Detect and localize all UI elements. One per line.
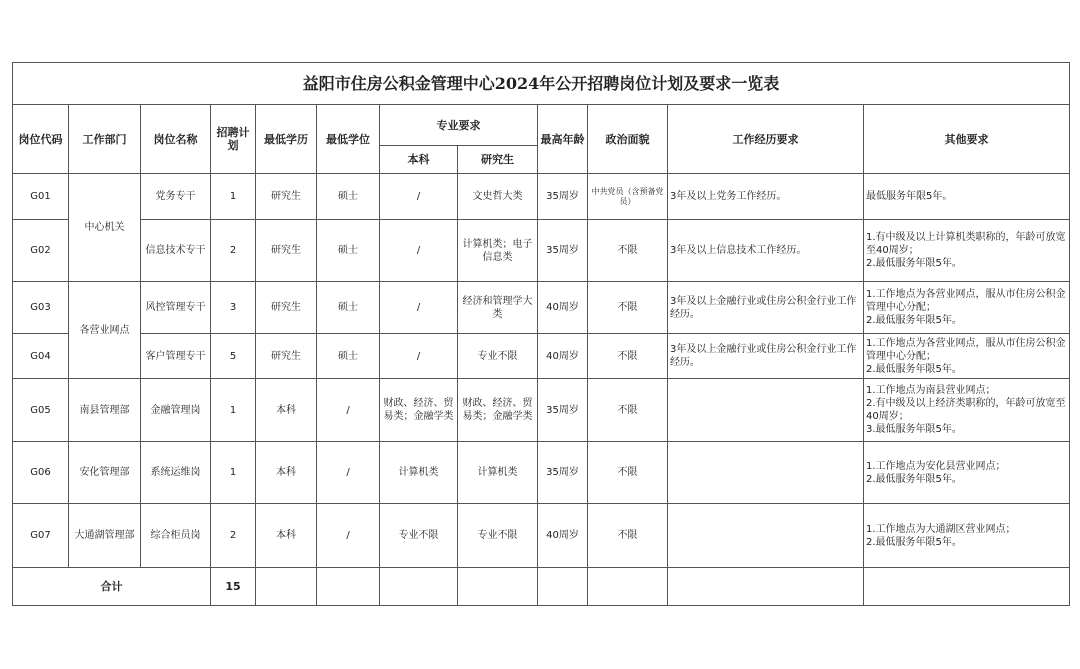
min-degree: 硕士 — [317, 282, 380, 334]
min-degree: 硕士 — [317, 220, 380, 282]
position-name: 综合柜员岗 — [141, 504, 211, 568]
hire-count: 2 — [211, 220, 256, 282]
political-status: 不限 — [588, 220, 668, 282]
major-bachelor: / — [380, 174, 458, 220]
min-degree: / — [317, 379, 380, 442]
min-education: 本科 — [256, 504, 317, 568]
table-row — [13, 334, 1070, 379]
min-education: 本科 — [256, 442, 317, 504]
major-bachelor: 专业不限 — [380, 504, 458, 568]
political-status: 不限 — [588, 282, 668, 334]
table-row — [13, 174, 1070, 220]
department: 安化管理部 — [69, 442, 141, 504]
hire-count: 1 — [211, 174, 256, 220]
min-education: 研究生 — [256, 334, 317, 379]
major-graduate: 计算机类 — [458, 442, 538, 504]
position-name: 客户管理专干 — [141, 334, 211, 379]
hire-count: 5 — [211, 334, 256, 379]
position-code: G06 — [13, 442, 69, 504]
major-bachelor: 计算机类 — [380, 442, 458, 504]
position-name: 风控管理专干 — [141, 282, 211, 334]
major-bachelor: / — [380, 220, 458, 282]
max-age: 35周岁 — [538, 174, 588, 220]
experience-requirement: 3年及以上金融行业或住房公积金行业工作经历。 — [668, 282, 864, 334]
header-bachelor: 本科 — [380, 146, 458, 174]
political-status: 不限 — [588, 334, 668, 379]
min-education: 本科 — [256, 379, 317, 442]
major-bachelor: / — [380, 282, 458, 334]
table-title: 益阳市住房公积金管理中心2024年公开招聘岗位计划及要求一览表 — [13, 63, 1070, 105]
position-code: G04 — [13, 334, 69, 379]
min-degree: 硕士 — [317, 174, 380, 220]
min-degree: 硕士 — [317, 334, 380, 379]
table-row — [13, 442, 1070, 504]
position-name: 金融管理岗 — [141, 379, 211, 442]
table-row — [13, 379, 1070, 442]
political-status: 不限 — [588, 442, 668, 504]
political-status: 不限 — [588, 504, 668, 568]
major-graduate: 计算机类；电子信息类 — [458, 220, 538, 282]
hire-count: 2 — [211, 504, 256, 568]
position-code: G05 — [13, 379, 69, 442]
min-degree: / — [317, 442, 380, 504]
max-age: 40周岁 — [538, 334, 588, 379]
experience-requirement: 3年及以上信息技术工作经历。 — [668, 220, 864, 282]
hire-count: 1 — [211, 379, 256, 442]
position-code: G03 — [13, 282, 69, 334]
department: 南县管理部 — [69, 379, 141, 442]
header-count: 招聘计划 — [211, 105, 256, 174]
major-graduate: 专业不限 — [458, 504, 538, 568]
major-graduate: 文史哲大类 — [458, 174, 538, 220]
experience-requirement — [668, 379, 864, 442]
total-count: 15 — [211, 568, 256, 606]
max-age: 35周岁 — [538, 442, 588, 504]
department: 中心机关 — [69, 174, 141, 282]
experience-requirement — [668, 442, 864, 504]
department: 各营业网点 — [69, 282, 141, 379]
experience-requirement: 3年及以上金融行业或住房公积金行业工作经历。 — [668, 334, 864, 379]
header-dept: 工作部门 — [69, 105, 141, 174]
header-code: 岗位代码 — [13, 105, 69, 174]
position-name: 党务专干 — [141, 174, 211, 220]
header-major: 专业要求 — [380, 105, 538, 146]
other-requirements: 1.工作地点为各营业网点，服从市住房公积金管理中心分配； 2.最低服务年限5年。 — [864, 334, 1070, 379]
major-graduate: 经济和管理学大类 — [458, 282, 538, 334]
header-politics: 政治面貌 — [588, 105, 668, 174]
recruitment-table — [12, 62, 1070, 606]
max-age: 40周岁 — [538, 504, 588, 568]
hire-count: 3 — [211, 282, 256, 334]
min-degree: / — [317, 504, 380, 568]
major-graduate: 专业不限 — [458, 334, 538, 379]
header-name: 岗位名称 — [141, 105, 211, 174]
header-degree: 最低学位 — [317, 105, 380, 174]
major-graduate: 财政、经济、贸易类；金融学类 — [458, 379, 538, 442]
political-status: 不限 — [588, 379, 668, 442]
other-requirements: 最低服务年限5年。 — [864, 174, 1070, 220]
position-name: 信息技术专干 — [141, 220, 211, 282]
min-education: 研究生 — [256, 220, 317, 282]
experience-requirement: 3年及以上党务工作经历。 — [668, 174, 864, 220]
header-edu: 最低学历 — [256, 105, 317, 174]
max-age: 35周岁 — [538, 220, 588, 282]
table-row — [13, 220, 1070, 282]
header-age: 最高年龄 — [538, 105, 588, 174]
other-requirements: 1.有中级及以上计算机类职称的，年龄可放宽至40周岁； 2.最低服务年限5年。 — [864, 220, 1070, 282]
other-requirements: 1.工作地点为大通湖区营业网点； 2.最低服务年限5年。 — [864, 504, 1070, 568]
other-requirements: 1.工作地点为各营业网点，服从市住房公积金管理中心分配； 2.最低服务年限5年。 — [864, 282, 1070, 334]
hire-count: 1 — [211, 442, 256, 504]
position-code: G07 — [13, 504, 69, 568]
political-status: 中共党员（含预备党员） — [588, 174, 668, 220]
other-requirements: 1.工作地点为南县营业网点； 2.有中级及以上经济类职称的，年龄可放宽至40周岁； 3.最低服务年限5年。 — [864, 379, 1070, 442]
total-label: 合计 — [13, 568, 211, 606]
table-row — [13, 504, 1070, 568]
header-experience: 工作经历要求 — [668, 105, 864, 174]
position-name: 系统运维岗 — [141, 442, 211, 504]
position-code: G01 — [13, 174, 69, 220]
major-bachelor: 财政、经济、贸易类；金融学类 — [380, 379, 458, 442]
other-requirements: 1.工作地点为安化县营业网点； 2.最低服务年限5年。 — [864, 442, 1070, 504]
header-other: 其他要求 — [864, 105, 1070, 174]
header-graduate: 研究生 — [458, 146, 538, 174]
table-row — [13, 282, 1070, 334]
major-bachelor: / — [380, 334, 458, 379]
department: 大通湖管理部 — [69, 504, 141, 568]
position-code: G02 — [13, 220, 69, 282]
min-education: 研究生 — [256, 174, 317, 220]
max-age: 35周岁 — [538, 379, 588, 442]
max-age: 40周岁 — [538, 282, 588, 334]
experience-requirement — [668, 504, 864, 568]
min-education: 研究生 — [256, 282, 317, 334]
